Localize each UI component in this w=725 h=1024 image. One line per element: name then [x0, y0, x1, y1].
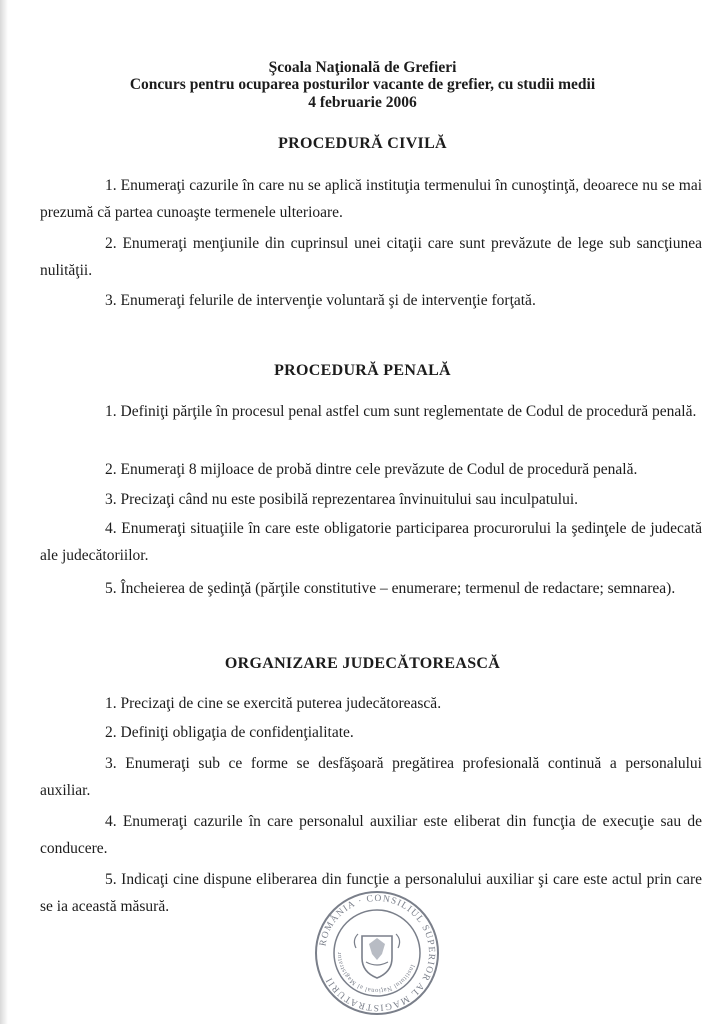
question-item: 1. Definiţi părţile în procesul penal astfel cum sunt reglementate de Codul de procedură penală. — [105, 403, 697, 420]
question-item: 3. Precizaţi când nu este posibilă reprezentarea învinuitului sau inculpatului. — [105, 491, 579, 508]
section-title-procedura-civila: PROCEDURĂ CIVILĂ — [278, 135, 447, 152]
school-name: Şcoala Naţională de Grefieri — [268, 59, 457, 76]
svg-text:ROMÂNIA · CONSILIUL SUPERIOR A: ROMÂNIA · CONSILIUL SUPERIOR AL MAGISTRATURII — [318, 893, 437, 1013]
exam-title: Concurs pentru ocuparea posturilor vacante de grefier, cu studii medii — [129, 76, 596, 93]
question-item: 4. Enumeraţi situaţiile în care este obligatorie participarea procurorului la şedinţele de judecată ale judecătoriilor. — [40, 520, 702, 564]
question-item: 4. Enumeraţi cazurile în care personalul auxiliar este eliberat din funcţia de execuţie sau de conducere. — [40, 813, 702, 857]
question-item: 1. Enumeraţi cazurile în care nu se aplică instituţia termenului în cunoştinţă, deoarece nu se mai prezumă că partea cunoaşte termenele ulterioare. — [40, 177, 702, 221]
question-item: 3. Enumeraţi felurile de intervenţie voluntară şi de intervenţie forţată. — [105, 292, 536, 309]
question-item: 5. Indicaţi cine dispune eliberarea din funcţie a personalului auxiliar şi care este actul prin care se ia această măsură. — [40, 871, 702, 915]
section-title-organizare-judecatoreasca: ORGANIZARE JUDECĂTOREASCĂ — [224, 655, 501, 672]
question-item: 2. Enumeraţi menţiunile din cuprinsul unei citaţii care sunt prevăzute de lege sub sancţiunea nulităţii. — [40, 235, 702, 279]
official-seal-stamp — [312, 888, 442, 1018]
question-item: 3. Enumeraţi sub ce forme se desfăşoară pregătirea profesională continuă a personalului auxiliar. — [40, 755, 702, 799]
section-title-procedura-penala: PROCEDURĂ PENALĂ — [274, 362, 451, 379]
svg-text:Institutul Naţional al Magistr: Institutul Naţional al Magistratur — [335, 951, 416, 995]
page-edge-shadow — [0, 0, 8, 1024]
question-item: 1. Precizaţi de cine se exercită puterea judecătorească. — [105, 695, 442, 712]
question-item: 5. Încheierea de şedinţă (părţile constitutive – enumerare; termenul de redactare; semnarea). — [105, 580, 676, 597]
question-item: 2. Enumeraţi 8 mijloace de probă dintre cele prevăzute de Codul de procedură penală. — [105, 461, 638, 478]
exam-date: 4 februarie 2006 — [308, 94, 417, 111]
question-item: 2. Definiţi obligaţia de confidenţialitate. — [105, 724, 354, 741]
